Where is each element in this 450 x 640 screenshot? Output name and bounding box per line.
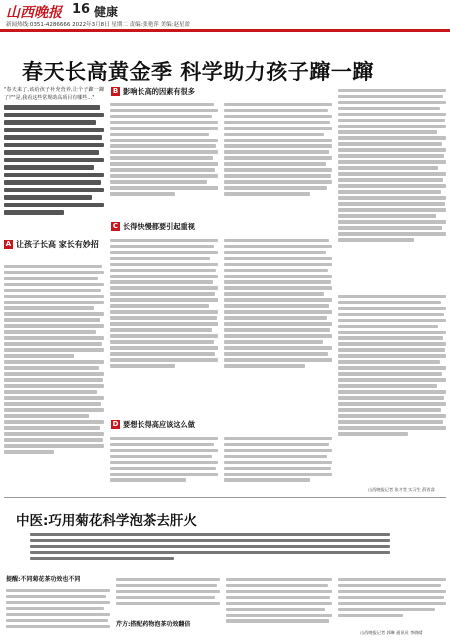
article2-col1 (6, 586, 110, 638)
section-d-col1 (110, 434, 218, 494)
article2-col4 (338, 575, 446, 627)
article1-lead-text: "春天来了,该给孩子补充营养,让个子蹿一蹿了!""是,我看这些常规助高项目有哪些…" (4, 87, 104, 101)
section-c-heading: C 长得快慢都要引起重视 (112, 222, 195, 231)
article2-intro (30, 530, 390, 570)
section-a-heading: A 让孩子长高 家长有妙招 (5, 240, 99, 249)
article2-col2 (116, 575, 220, 615)
newspaper-brand: 山西晚报 (6, 5, 62, 21)
section-name: 健康 (94, 5, 119, 19)
article1-lead (4, 86, 104, 236)
header-rule (0, 29, 450, 32)
section-d-col2 (224, 434, 332, 494)
page-header (0, 0, 450, 33)
section-b-col1 (110, 100, 218, 218)
article1-headline: 春天长高黄金季 科学助力孩子蹿一蹿 (22, 60, 374, 84)
section-right-col-top (338, 86, 446, 286)
section-c-col2 (224, 236, 332, 416)
article2-sub1: 提醒:不同菊花茶功效也不同 (6, 576, 81, 583)
article2-col3 (226, 575, 332, 638)
article2-headline: 中医:巧用菊花科学泡茶去肝火 (16, 513, 197, 529)
article2-sub2: 芹方:搭配药物泡茶功效翻倍 (116, 621, 191, 628)
article-divider (4, 497, 446, 498)
section-b-col2 (224, 100, 332, 218)
section-a-body (4, 262, 104, 494)
section-c-col1 (110, 236, 218, 416)
section-d-heading: D 要想长得高应该这么做 (112, 420, 195, 429)
article2-byline: 山西晚报记者 郭琳 通讯员 李晓晴 (360, 630, 423, 635)
page-number: 16 (72, 2, 91, 17)
section-right-col-bottom (338, 292, 446, 482)
article1-byline: 山西晚报记者 张才堂 实习生 薛晋睿 (368, 487, 435, 492)
header-meta: 新闻热线:0351-4286666 2022年3月8日 星期二 责编:张艳萍 美编:赵星盈 (6, 22, 191, 28)
section-b-heading: B 影响长高的因素有很多 (112, 87, 195, 96)
